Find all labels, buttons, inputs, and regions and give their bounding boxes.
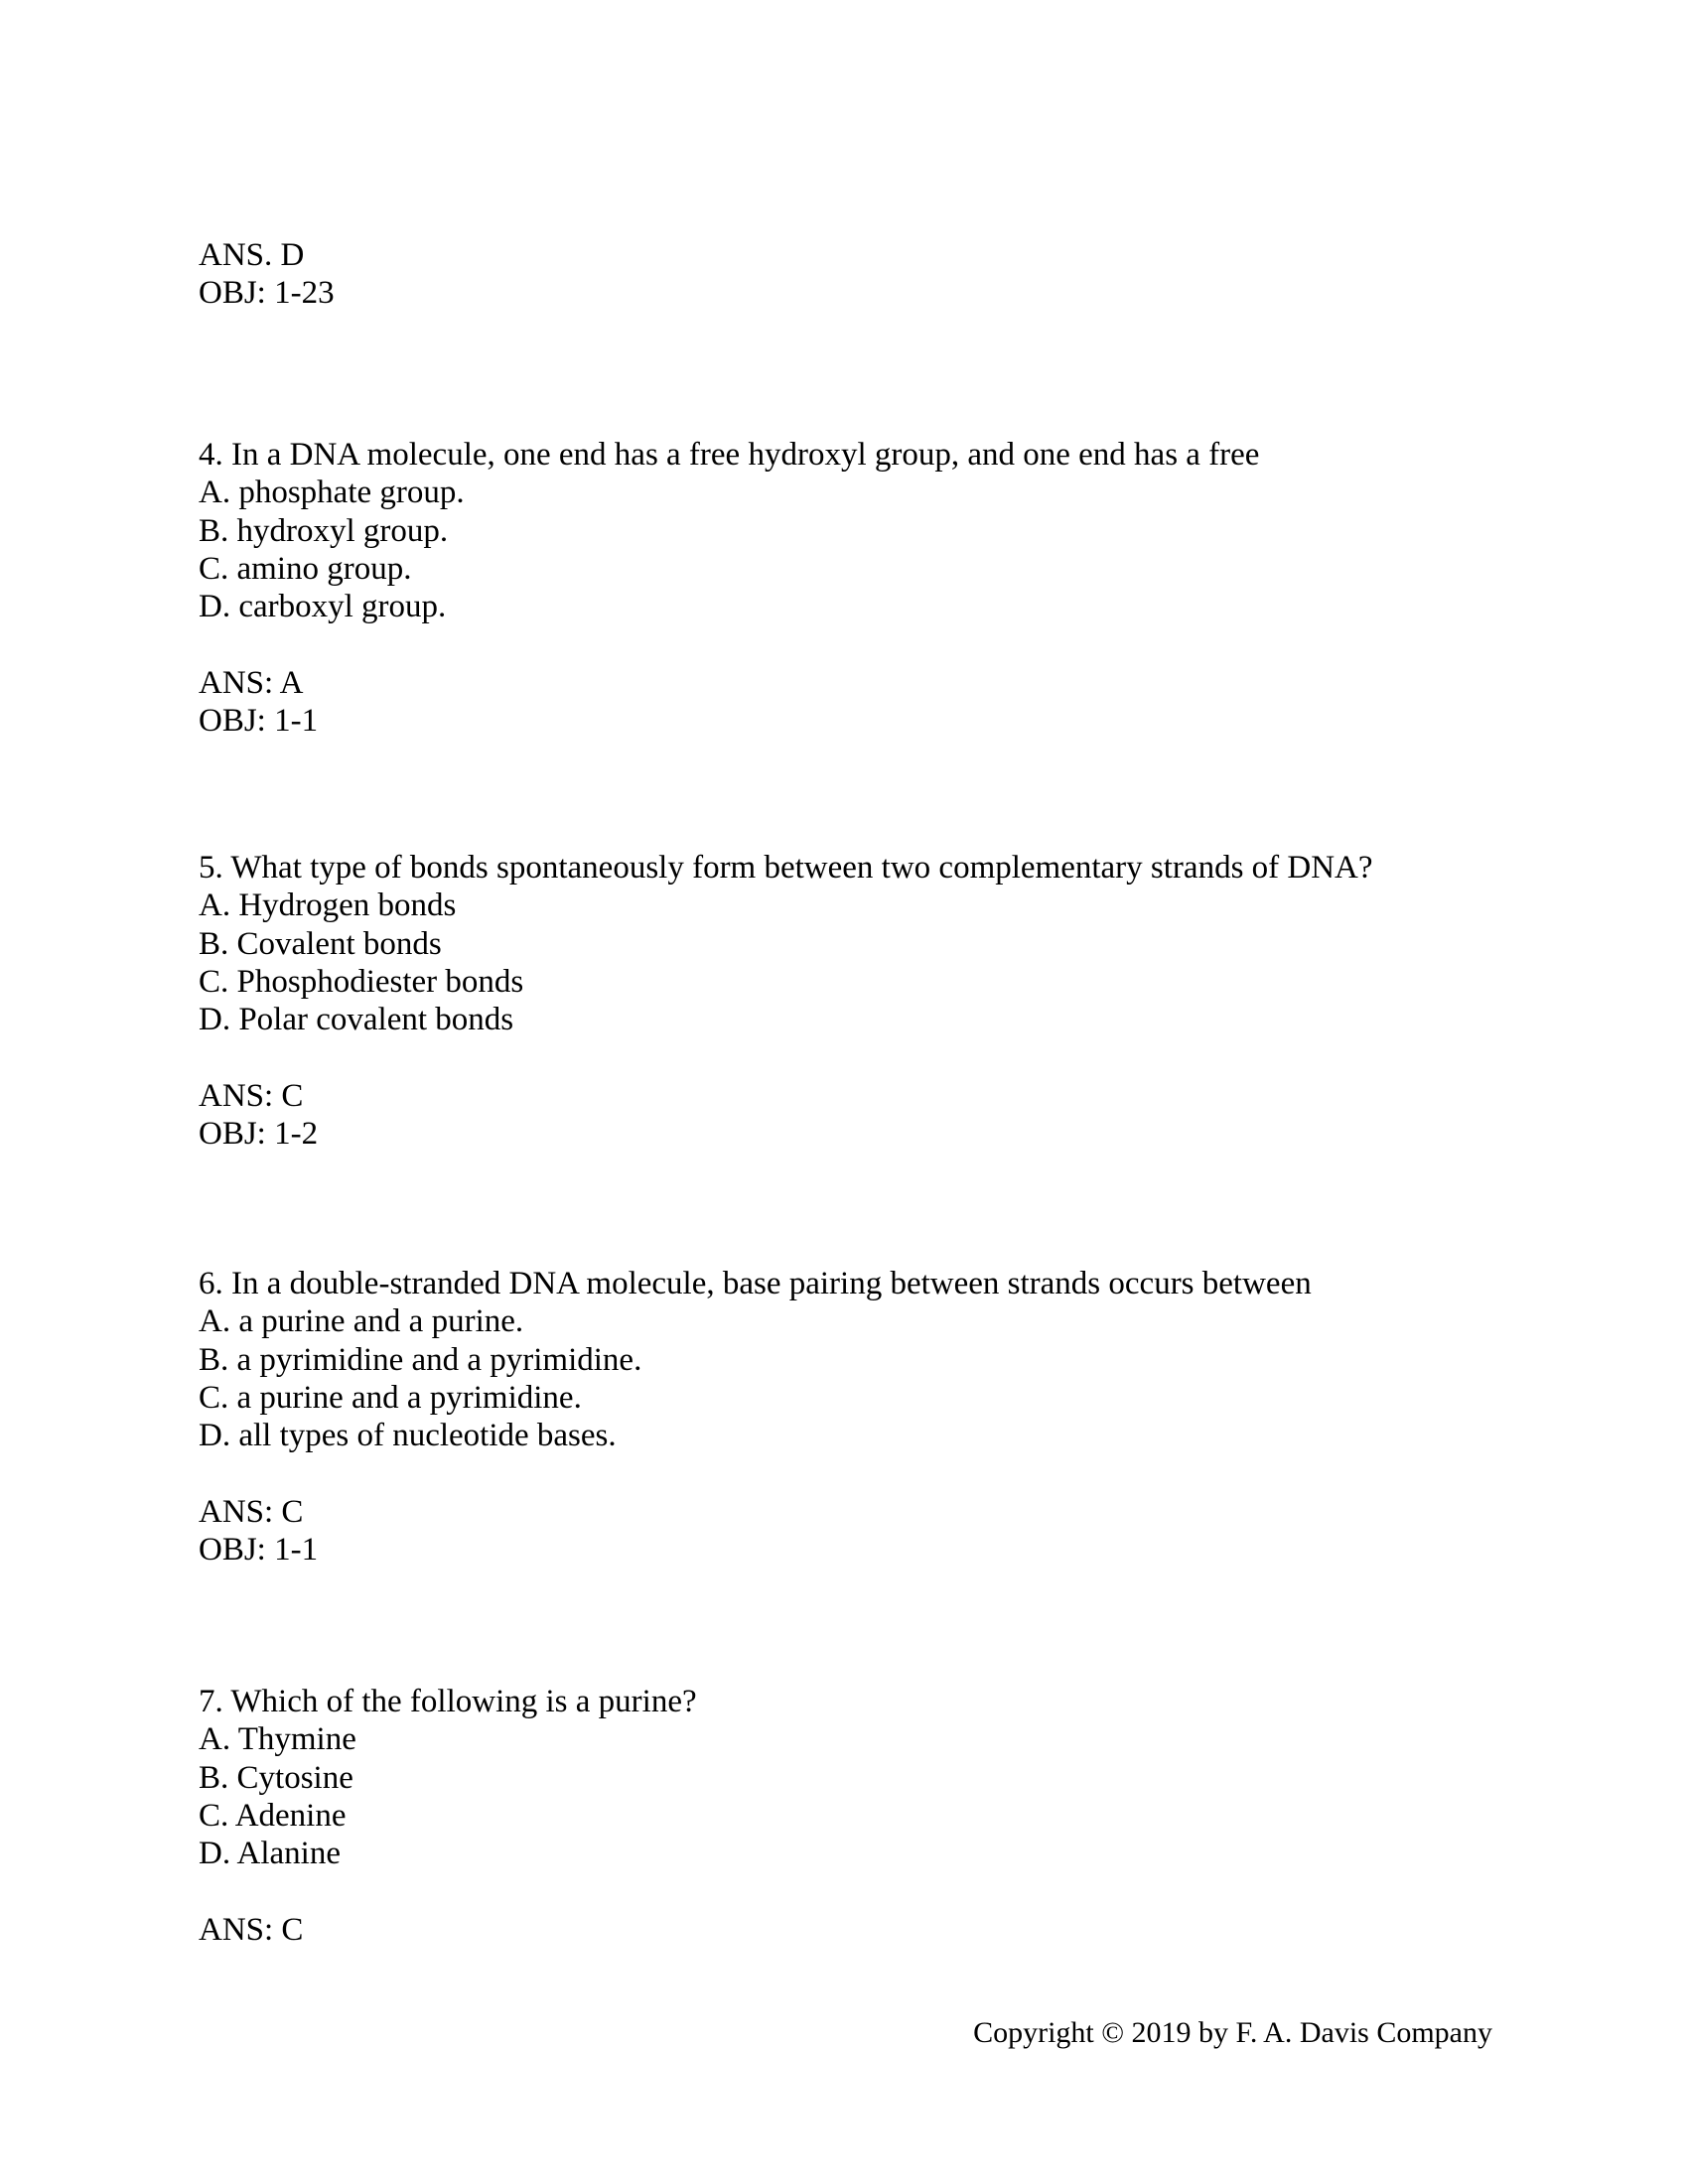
- answer-line: ANS: A: [199, 664, 304, 701]
- question-stem: 6. In a double-stranded DNA molecule, base pairing between strands occurs between: [199, 1266, 1312, 1301]
- choice-c: C. Adenine: [199, 1797, 347, 1834]
- answer-line: ANS: C: [199, 1911, 304, 1948]
- blank-line: [199, 1038, 1529, 1076]
- question-block-5: [199, 849, 1529, 1153]
- question-stem: 4. In a DNA molecule, one end has a free hydroxyl group, and one end has a free: [199, 437, 1260, 473]
- choice-c: C. amino group.: [199, 550, 412, 587]
- objective-line: OBJ: 1-23: [199, 275, 335, 312]
- choice-b: B. a pyrimidine and a pyrimidine.: [199, 1341, 642, 1378]
- choice-b: B. Cytosine: [199, 1759, 353, 1796]
- blank-line: [199, 1454, 1529, 1492]
- choice-b: B. hydroxyl group.: [199, 512, 449, 549]
- answer-line: ANS: C: [199, 1493, 304, 1530]
- choice-d: D. Polar covalent bonds: [199, 1002, 514, 1038]
- objective-line: OBJ: 1-1: [199, 703, 319, 740]
- blank-line: [199, 1872, 1529, 1910]
- choice-c: C. a purine and a pyrimidine.: [199, 1379, 582, 1416]
- choice-b: B. Covalent bonds: [199, 925, 442, 962]
- choice-a: A. Hydrogen bonds: [199, 887, 457, 924]
- blank-line: [199, 625, 1529, 663]
- choice-c: C. Phosphodiester bonds: [199, 963, 524, 1000]
- copyright-footer: Copyright © 2019 by F. A. Davis Company: [973, 2016, 1492, 2049]
- choice-d: D. all types of nucleotide bases.: [199, 1418, 617, 1454]
- choice-a: A. phosphate group.: [199, 475, 465, 511]
- question-stem: 5. What type of bonds spontaneously form between two complementary strands of DNA?: [199, 850, 1373, 886]
- choice-d: D. carboxyl group.: [199, 589, 447, 625]
- question-block-6: [199, 1265, 1529, 1569]
- question-stem: 7. Which of the following is a purine?: [199, 1684, 697, 1719]
- answer-line: ANS: C: [199, 1077, 304, 1114]
- question-block-7: [199, 1683, 1529, 1949]
- choice-d: D. Alanine: [199, 1836, 341, 1872]
- top-answer-block: [199, 236, 1529, 313]
- answer-line: ANS. D: [199, 237, 305, 273]
- objective-line: OBJ: 1-2: [199, 1116, 319, 1153]
- choice-a: A. Thymine: [199, 1721, 356, 1758]
- choice-a: A. a purine and a purine.: [199, 1303, 524, 1340]
- question-block-4: [199, 436, 1529, 740]
- objective-line: OBJ: 1-1: [199, 1532, 319, 1569]
